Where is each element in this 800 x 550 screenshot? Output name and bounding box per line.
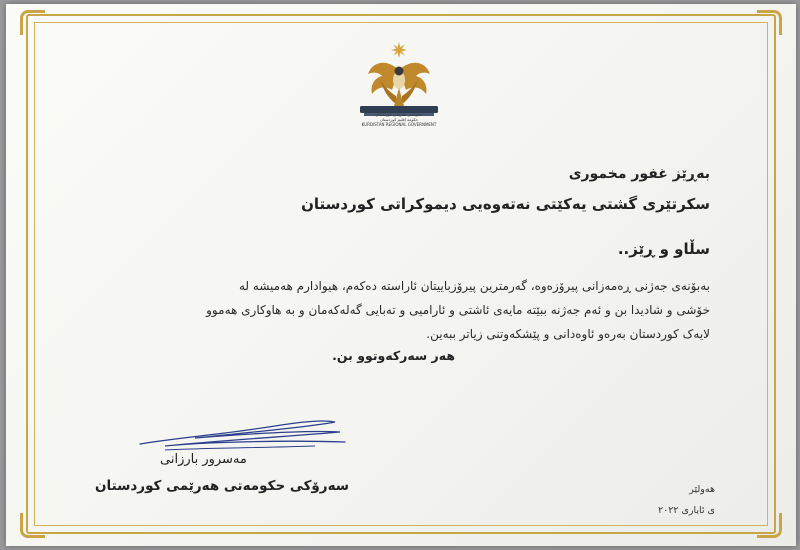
addressee-name: بەڕێز غفور مخموری [568,166,710,182]
letter-body [86,274,710,346]
emblem-caption-line: حکومەتی هەرێمی کوردستان [375,112,423,117]
signer-title: سەرۆکی حکومەتی هەرێمی کوردستان [95,478,350,494]
body-line: لایەک کوردستان بەرەو ئاوەدانی و پێشکەوتنی زیاتر ببەین. [426,327,710,341]
addressee-title: سکرتێری گشتی یەکێتی نەتەوەیی دیموکراتی کوردستان [301,195,710,213]
border-corner [20,513,45,538]
emblem-caption [352,112,446,127]
emblem-caption-line: KURDISTAN REGIONAL GOVERNMENT [361,122,437,127]
signature-scribble [135,412,350,457]
border-corner [757,10,782,35]
place-label: هەولێر [689,484,715,495]
body-line: بەبۆنەی جەژنی ڕەمەزانی پیرۆزەوە، گەرمترین پیرۆزباییتان ئاراستە دەکەم، هیوادارم هەمیشە لە [238,279,710,293]
body-line: خۆشی و شادیدا بن و ئەم جەژنە ببێتە مایەی ئاشتی و ئارامیی و تەبایی گەلەکەمان و بە هاوکاری هەموو [206,303,710,317]
date-label: ی ئایاری ٢٠٢٢ [658,505,715,516]
closing-line: هەر سەرکەوتوو بن. [332,348,455,363]
border-corner [757,513,782,538]
emblem-caption-line: حكومة إقليم كوردستان [379,117,419,122]
greeting: سڵاو و ڕێز.. [617,240,710,258]
border-corner [20,10,45,35]
signer-name: مەسرور بارزانی [160,452,247,467]
